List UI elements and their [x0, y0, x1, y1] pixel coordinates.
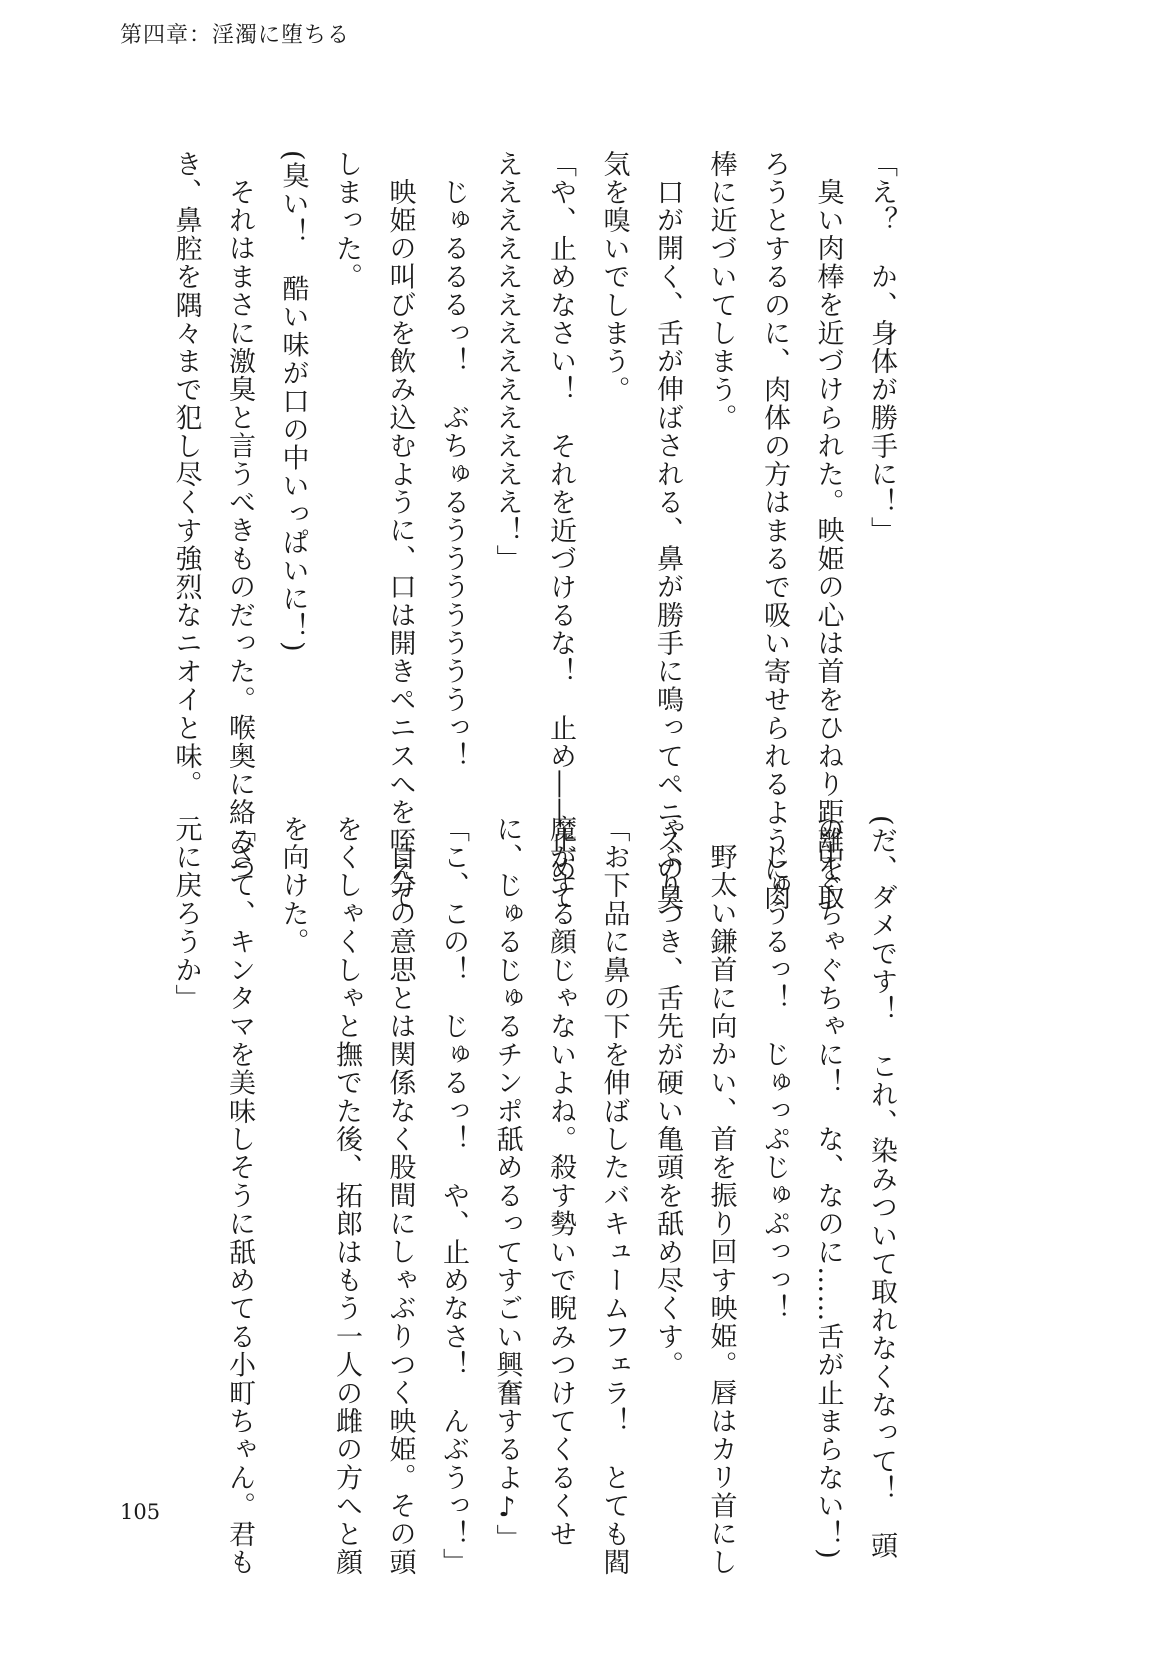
text-column: 「や、止めなさい！ それを近づけるな！ 止め――止めて: [545, 150, 576, 912]
text-column: の中ぐちゃぐちゃに！ な、なのに……舌が止まらない！): [812, 815, 844, 1560]
lower-text-block: [159, 815, 908, 1577]
text-column: 臭い肉棒を近づけられた。映姫の心は首をひねり距離を取: [812, 178, 844, 912]
text-column: 棒に近づいてしまう。: [705, 150, 737, 432]
text-column: じゅるるるっ！ ぶちゅるうううううううっ！: [438, 178, 469, 771]
text-column: じゅうるっ！ じゅっぷじゅぷっっ！: [759, 843, 790, 1323]
text-column: 元に戻ろうか」: [170, 815, 202, 1013]
text-column: 口が開く、舌が伸ばされる、鼻が勝手に鳴ってペニスの臭: [652, 178, 683, 912]
text-column: 気を嗅いでしまう。: [598, 150, 630, 404]
text-column: き、鼻腔を隅々まで犯し尽くす強烈なニオイと味。: [170, 150, 202, 799]
text-column: をくしゃくしゃと撫でた後、拓郎はもう一人の雌の方へと顔: [331, 815, 362, 1577]
text-column: 自分の意思とは関係なく股間にしゃぶりつく映姫。その頭: [384, 843, 416, 1577]
page-number: 105: [120, 1500, 161, 1524]
text-column: 魔がする顔じゃないよね。殺す勢いで睨みつけてくるくせ: [545, 815, 576, 1549]
text-column: 映姫の叫びを飲み込むように、口は開きペニスへを咥えて: [384, 178, 416, 912]
text-column: しまった。: [331, 150, 362, 291]
text-column: それはまさに激臭と言うべきものだった。喉奥に絡みつ: [224, 178, 255, 883]
text-column: ゃぶりつき、舌先が硬い亀頭を舐め尽くす。: [652, 815, 683, 1379]
text-column: 野太い鎌首に向かい、首を振り回す映姫。唇はカリ首にし: [705, 843, 737, 1577]
text-column: えええええええええええええ！」: [491, 150, 523, 573]
text-column: ろうとするのに、肉体の方はまるで吸い寄せられるように肉: [759, 150, 790, 912]
chapter-header: 第四章：淫濁に堕ちる: [120, 23, 351, 48]
text-column: 「さて、キンタマを美味しそうに舐めてる小町ちゃん。君も: [224, 815, 255, 1577]
text-column: (臭い！ 酷い味が口の中いっぱいに！): [277, 150, 309, 653]
text-column: に、じゅるじゅるチンポ舐めるってすごい興奮するよ♪」: [491, 815, 523, 1553]
text-column: を向けた。: [277, 815, 309, 956]
text-column: 「お下品に鼻の下を伸ばしたバキュームフェラ！ とても閻: [598, 815, 630, 1577]
text-column: 「え？ か、身体が勝手に！」: [866, 150, 897, 545]
text-column: 「こ、この！ じゅるっ！ や、止めなさ！ んぶうっ！」: [438, 815, 469, 1577]
text-column: (だ、ダメです！ これ、染みついて取れなくなって！ 頭: [866, 815, 897, 1560]
